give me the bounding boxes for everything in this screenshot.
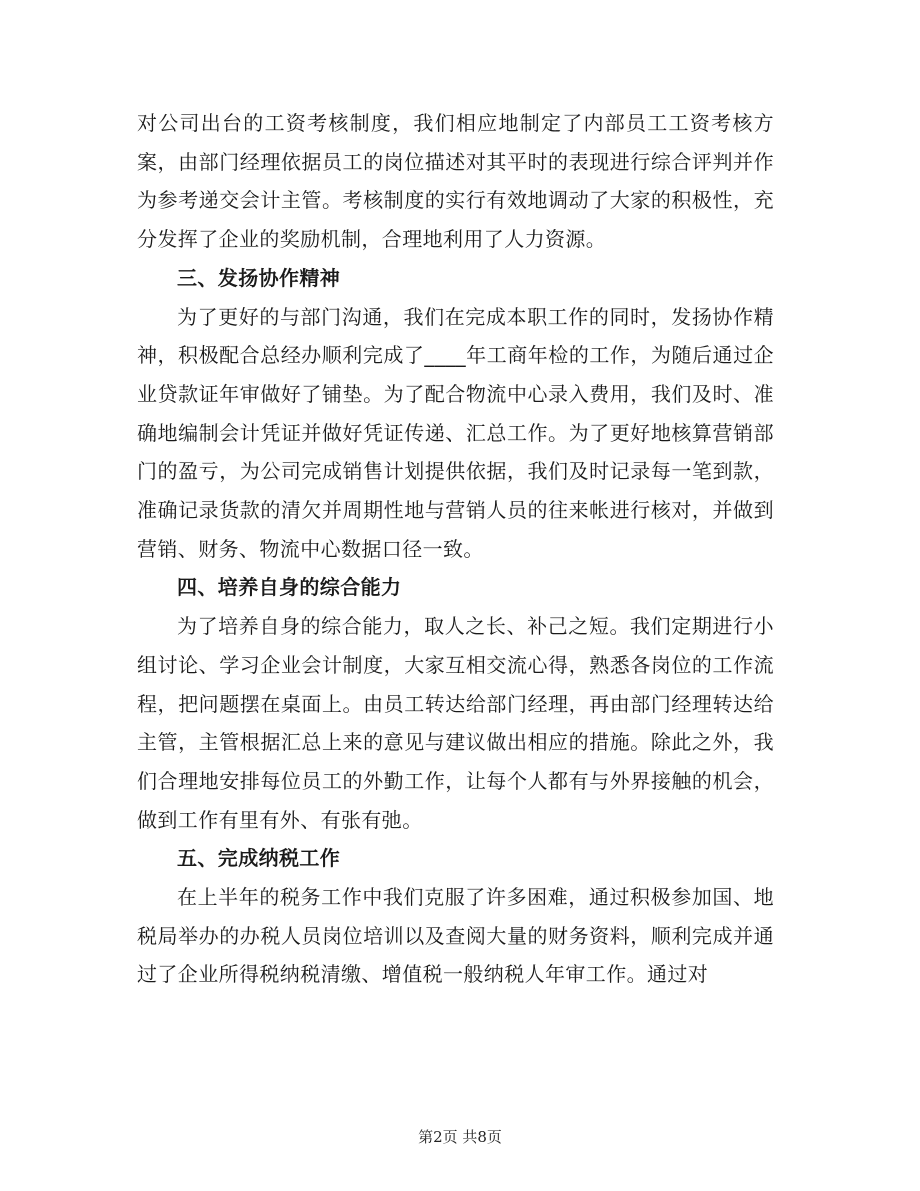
page-indicator: 第2页 共8页 <box>418 1128 502 1146</box>
paragraph-section-3: 为了更好的与部门沟通，我们在完成本职工作的同时，发扬协作精神，积极配合总经办顺利完成了____年工商年检的工作，为随后通过企业贷款证年审做好了铺垫。为了配合物流中心录入费用，我们及时、准确地编制会计凭证并做好凭证传递、汇总工作。为了更好地核算营销部门的盈亏，为公司完成销售计划提供依据，我们及时记录每一笔到款，准确记录货款的清欠并周期性地与营销人员的往来帐进行核对，并做到营销、财务、物流中心数据口径一致。 <box>137 304 774 561</box>
paragraph-section-4: 为了培养自身的综合能力，取人之长、补己之短。我们定期进行小组讨论、学习企业会计制度，大家互相交流心得，熟悉各岗位的工作流程，把问题摆在桌面上。由员工转达给部门经理，再由部门经理转达给主管，主管根据汇总上来的意见与建议做出相应的措施。除此之外，我们合理地安排每位员工的外勤工作，让每个人都有与外界接触的机会，做到工作有里有外、有张有弛。 <box>137 614 774 832</box>
document-body <box>137 104 774 994</box>
section-heading-4: 四、培养自身的综合能力 <box>177 575 402 600</box>
paragraph-section-5: 在上半年的税务工作中我们克服了许多困难，通过积极参加国、地税局举办的办税人员岗位培训以及查阅大量的财务资料，顺利完成并通过了企业所得税纳税清缴、增值税一般纳税人年审工作。通过对 <box>137 885 774 987</box>
paragraph-continuation: 对公司出台的工资考核制度，我们相应地制定了内部员工工资考核方案，由部门经理依据员工的岗位描述对其平时的表现进行综合评判并作为参考递交会计主管。考核制度的实行有效地调动了大家的积极性，充分发挥了企业的奖励机制，合理地利用了人力资源。 <box>137 111 774 252</box>
section-heading-3: 三、发扬协作精神 <box>177 265 341 290</box>
section-heading-5: 五、完成纳税工作 <box>177 846 341 871</box>
